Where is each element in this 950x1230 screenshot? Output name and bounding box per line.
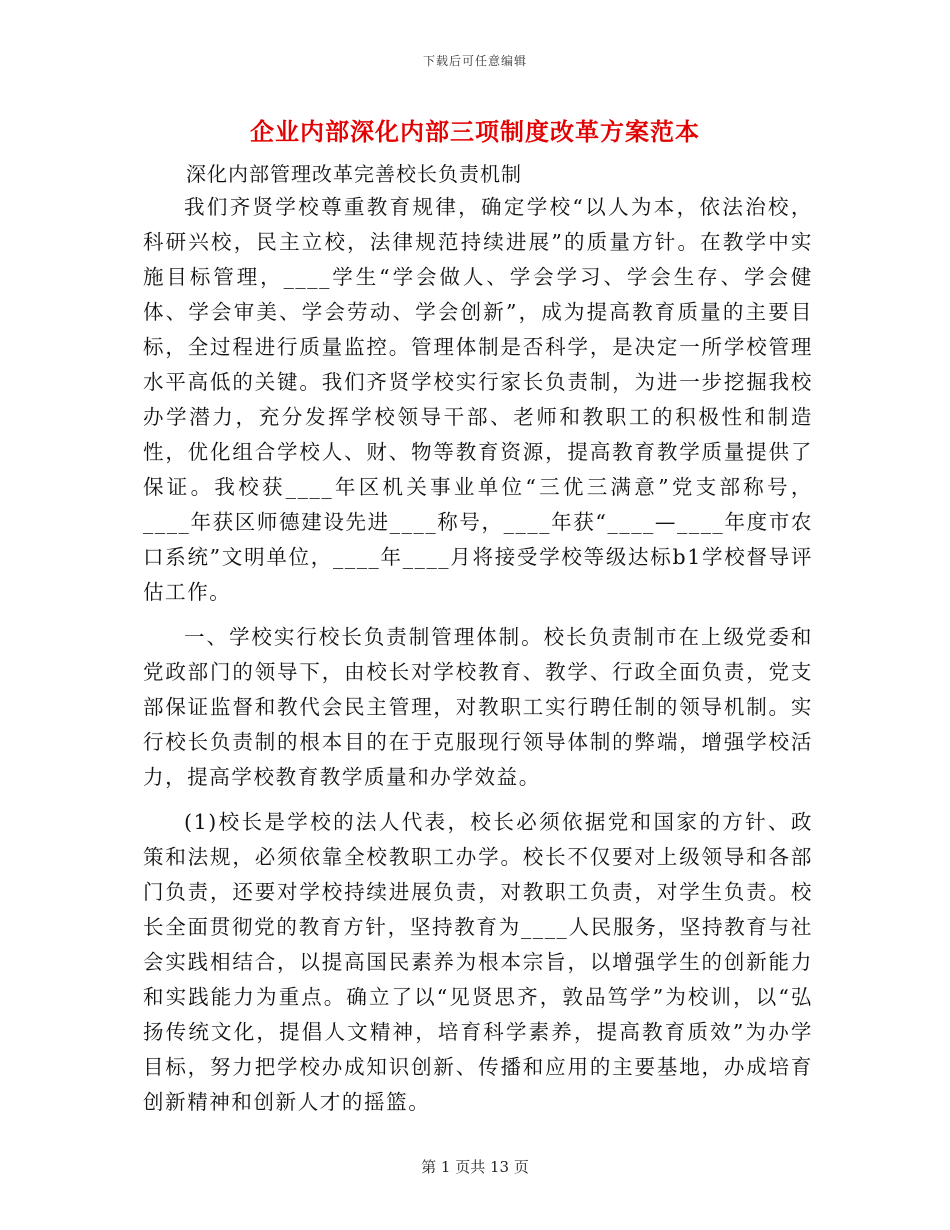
document-title: 企业内部深化内部三项制度改革方案范本 [250, 117, 700, 146]
page-number-footer: 第 1 页共 13 页 [421, 1158, 529, 1176]
document-subtitle: 深化内部管理改革完善校长负责机制 [186, 162, 522, 186]
paragraph-intro: 我们齐贤学校尊重教育规律，确定学校“以人为本，依法治校，科研兴校，民主立校，法律规范持续进展”的质量方针。在教学中实施目标管理，____学生“学会做人、学会学习、学会生存、学会健体、学会审美、学会劳动、学会创新”，成为提高教育质量的主要目标，全过程进行质量监控。管理体制是否科学，是决定一所学校管理水平高低的关键。我们齐贤学校实行家长负责制，为进一步挖掘我校办学潜力，充分发挥学校领导干部、老师和教职工的积极性和制造性，优化组合学校人、财、物等教育资源，提高教育教学质量提供了保证。我校获____年区机关事业单位“三优三满意”党支部称号，____年获区师德建设先进____称号，____年获“____—____年度市农口系统”文明单位，____年____月将接受学校等级达标b1学校督导评估工作。 [143, 195, 813, 604]
document-body [143, 190, 813, 1130]
paragraph-section-one: 一、学校实行校长负责制管理体制。校长负责制市在上级党委和党政部门的领导下，由校长对学校教育、教学、行政全面负责，党支部保证监督和教代会民主管理，对教职工实行聘任制的领导机制。实行校长负责制的根本目的在于克服现行领导体制的弊端，增强学校活力，提高学校教育教学质量和办学效益。 [143, 625, 813, 789]
paragraph-item-one: (1)校长是学校的法人代表，校长必须依据党和国家的方针、政策和法规，必须依靠全校教职工办学。校长不仅要对上级领导和各部门负责，还要对学校持续进展负责，对教职工负责，对学生负责。校长全面贯彻党的教育方针，坚持教育为____人民服务，坚持教育与社会实践相结合，以提高国民素养为根本宗旨，以增强学生的创新能力和实践能力为重点。确立了以“见贤思齐，敦品笃学”为校训，以“弘扬传统文化，提倡人文精神，培育科学素养，提高教育质效”为办学目标，努力把学校办成知识创新、传播和应用的主要基地，办成培育创新精神和创新人才的摇篮。 [143, 810, 813, 1114]
header-note: 下载后可任意编辑 [422, 54, 527, 68]
